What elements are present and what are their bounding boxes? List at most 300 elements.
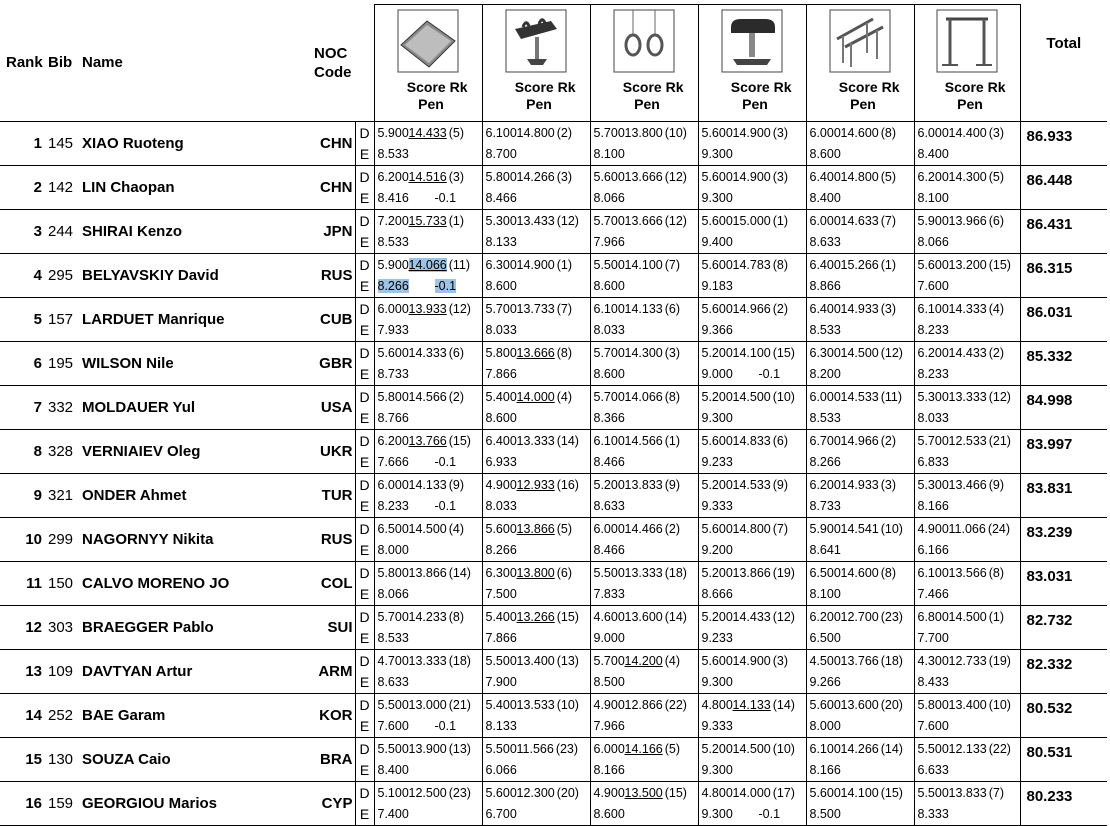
- d-score: 5.600: [377, 345, 409, 360]
- d-score: 5.500: [377, 697, 409, 712]
- apparatus-rank: (2): [556, 125, 573, 140]
- apparatus-d-cell: [698, 518, 806, 540]
- apparatus-rank: (3): [880, 301, 897, 316]
- d-score: 4.700: [377, 653, 409, 668]
- athlete-row-d: [0, 606, 1107, 628]
- apparatus-rank: (9): [772, 477, 789, 492]
- apparatus-e-cell: [806, 804, 914, 826]
- apparatus-rank: (4): [664, 653, 681, 668]
- apparatus-e-cell: [590, 364, 698, 386]
- penalty: -0.1: [758, 367, 781, 382]
- header-noc-code: [314, 5, 374, 122]
- apparatus-e-cell: [698, 232, 806, 254]
- e-score: 8.600: [593, 807, 625, 822]
- apparatus-score: 13.200: [948, 257, 987, 272]
- apparatus-score: 14.433: [948, 345, 987, 360]
- e-label: E: [355, 452, 374, 474]
- rank: 10: [0, 518, 48, 562]
- e-score: 8.533: [809, 323, 841, 338]
- apparatus-rank: (4): [448, 521, 465, 536]
- apparatus-rank: (2): [448, 389, 465, 404]
- apparatus-score: 11.066: [948, 521, 986, 536]
- athlete-name: CALVO MORENO JO: [82, 562, 314, 606]
- d-score: 5.700: [593, 389, 625, 404]
- e-score: 8.433: [917, 675, 949, 690]
- apparatus-rank: (6): [664, 301, 681, 316]
- score-label: Score: [838, 79, 878, 95]
- total-score: 85.332: [1020, 342, 1107, 386]
- e-score: 8.233: [377, 499, 409, 514]
- apparatus-e-cell: [482, 804, 590, 826]
- e-score: 8.233: [917, 323, 949, 338]
- apparatus-d-cell: [806, 694, 914, 716]
- apparatus-e-cell: [482, 496, 590, 518]
- apparatus-d-cell: [374, 254, 482, 276]
- noc-code: RUS: [314, 518, 355, 562]
- apparatus-rank: (8): [880, 125, 897, 140]
- d-label: D: [355, 430, 374, 452]
- apparatus-rank: (12): [448, 301, 471, 316]
- apparatus-d-cell: [914, 430, 1020, 452]
- apparatus-d-cell: [914, 342, 1020, 364]
- apparatus-e-cell: [806, 320, 914, 342]
- apparatus-d-cell: [698, 166, 806, 188]
- apparatus-rank: (14): [772, 697, 795, 712]
- e-score: 7.966: [593, 719, 625, 734]
- apparatus-rank: (14): [880, 741, 903, 756]
- d-score: 5.100: [377, 785, 409, 800]
- e-label: E: [355, 716, 374, 738]
- e-score: 8.533: [809, 411, 841, 426]
- header-noc-line2: Code: [314, 63, 352, 81]
- rk-label: Rk: [773, 79, 792, 95]
- apparatus-e-cell: [374, 672, 482, 694]
- apparatus-d-cell: [482, 738, 590, 760]
- e-score: 8.533: [377, 235, 409, 250]
- apparatus-e-cell: [806, 496, 914, 518]
- apparatus-e-cell: [590, 408, 698, 430]
- e-score: 8.500: [809, 807, 841, 822]
- apparatus-rank: (1): [772, 213, 789, 228]
- total-score: 83.831: [1020, 474, 1107, 518]
- apparatus-d-cell: [482, 694, 590, 716]
- apparatus-e-cell: [482, 584, 590, 606]
- apparatus-d-cell: [590, 606, 698, 628]
- d-score: 4.300: [917, 653, 949, 668]
- d-label: D: [355, 562, 374, 584]
- apparatus-e-cell: [698, 584, 806, 606]
- apparatus-e-cell: [590, 320, 698, 342]
- apparatus-score: 13.800: [624, 125, 663, 140]
- d-score: 5.500: [485, 741, 517, 756]
- apparatus-d-cell: [590, 166, 698, 188]
- pen-label: Pen: [742, 96, 768, 112]
- athlete-row-d: [0, 518, 1107, 540]
- d-score: 5.600: [809, 785, 841, 800]
- apparatus-e-cell: [806, 584, 914, 606]
- header-total: Total: [1020, 5, 1107, 122]
- apparatus-header-rings: [590, 5, 698, 122]
- bib: 145: [48, 122, 82, 166]
- noc-code: KOR: [314, 694, 355, 738]
- d-score: 5.800: [485, 345, 517, 360]
- apparatus-d-cell: [590, 386, 698, 408]
- rings-icon: [613, 9, 675, 73]
- apparatus-score: 14.100: [840, 785, 879, 800]
- e-score: 8.066: [917, 235, 949, 250]
- d-score: 6.200: [809, 609, 841, 624]
- e-label: E: [355, 188, 374, 210]
- apparatus-e-cell: [590, 760, 698, 782]
- apparatus-d-cell: [482, 342, 590, 364]
- apparatus-d-cell: [806, 562, 914, 584]
- apparatus-e-cell: [914, 672, 1020, 694]
- apparatus-rank: (18): [664, 565, 687, 580]
- e-score: 8.033: [593, 323, 625, 338]
- d-label: D: [355, 386, 374, 408]
- header-bib: Bib: [48, 5, 82, 122]
- apparatus-d-cell: [374, 650, 482, 672]
- d-score: 5.300: [917, 477, 949, 492]
- d-score: 6.200: [917, 169, 949, 184]
- apparatus-e-cell: [482, 760, 590, 782]
- apparatus-rank: (3): [772, 653, 789, 668]
- apparatus-e-cell: [482, 628, 590, 650]
- apparatus-e-cell: [482, 144, 590, 166]
- apparatus-e-cell: [590, 496, 698, 518]
- apparatus-score: 13.433: [516, 213, 555, 228]
- e-score: 7.700: [917, 631, 949, 646]
- e-score: 6.833: [917, 455, 949, 470]
- apparatus-e-cell: [914, 804, 1020, 826]
- apparatus-e-cell: [698, 804, 806, 826]
- d-score: 5.300: [917, 389, 949, 404]
- athlete-name: NAGORNYY Nikita: [82, 518, 314, 562]
- rank: 7: [0, 386, 48, 430]
- apparatus-e-cell: [374, 584, 482, 606]
- apparatus-d-cell: [374, 562, 482, 584]
- d-score: 6.000: [377, 477, 409, 492]
- apparatus-rank: (8): [772, 257, 789, 272]
- apparatus-e-cell: [590, 804, 698, 826]
- rk-label: Rk: [665, 79, 684, 95]
- e-score: 8.200: [809, 367, 841, 382]
- apparatus-score: 14.333: [408, 345, 447, 360]
- apparatus-e-cell: [590, 584, 698, 606]
- d-score: 5.200: [593, 477, 625, 492]
- d-score: 6.200: [377, 169, 409, 184]
- apparatus-score: 14.500: [408, 521, 447, 536]
- apparatus-e-cell: [374, 188, 482, 210]
- apparatus-d-cell: [698, 430, 806, 452]
- apparatus-e-cell: [482, 716, 590, 738]
- apparatus-e-cell: [698, 188, 806, 210]
- total-score: 83.997: [1020, 430, 1107, 474]
- athlete-name: LIN Chaopan: [82, 166, 314, 210]
- apparatus-score: 13.333: [408, 653, 447, 668]
- apparatus-score: 14.066: [408, 257, 447, 272]
- d-score: 6.300: [485, 565, 517, 580]
- apparatus-e-cell: [482, 232, 590, 254]
- apparatus-score: 14.900: [516, 257, 555, 272]
- score-label: Score: [730, 79, 770, 95]
- e-score: 7.866: [485, 631, 517, 646]
- athlete-name: BRAEGGER Pablo: [82, 606, 314, 650]
- apparatus-d-cell: [698, 738, 806, 760]
- apparatus-rank: (5): [556, 521, 573, 536]
- e-label: E: [355, 584, 374, 606]
- d-score: 6.000: [809, 125, 841, 140]
- noc-code: SUI: [314, 606, 355, 650]
- apparatus-d-cell: [590, 694, 698, 716]
- e-score: 9.300: [701, 675, 733, 690]
- rank: 4: [0, 254, 48, 298]
- apparatus-score: 14.133: [408, 477, 447, 492]
- apparatus-rank: (1): [556, 257, 573, 272]
- penalty: -0.1: [434, 719, 457, 734]
- noc-code: ARM: [314, 650, 355, 694]
- apparatus-score: 13.733: [516, 301, 555, 316]
- e-score: 8.066: [377, 587, 409, 602]
- e-label: E: [355, 144, 374, 166]
- e-label: E: [355, 276, 374, 298]
- apparatus-score: 14.200: [624, 653, 663, 668]
- e-score: 7.900: [485, 675, 517, 690]
- apparatus-score: 14.566: [408, 389, 447, 404]
- e-label: E: [355, 540, 374, 562]
- e-score: 8.100: [593, 147, 625, 162]
- rank: 16: [0, 782, 48, 826]
- noc-code: CYP: [314, 782, 355, 826]
- e-score: 9.300: [701, 191, 733, 206]
- d-score: 6.300: [485, 257, 517, 272]
- d-score: 6.000: [809, 389, 841, 404]
- e-label: E: [355, 496, 374, 518]
- e-score: 9.200: [701, 543, 733, 558]
- apparatus-score: 14.466: [624, 521, 663, 536]
- e-score: 9.266: [809, 675, 841, 690]
- apparatus-score: 13.866: [732, 565, 771, 580]
- d-score: 5.600: [701, 653, 733, 668]
- d-score: 6.700: [809, 433, 841, 448]
- apparatus-rank: (11): [880, 389, 903, 404]
- apparatus-score: 14.900: [732, 653, 771, 668]
- apparatus-e-cell: [482, 540, 590, 562]
- e-score: 8.533: [377, 631, 409, 646]
- apparatus-score: 14.933: [840, 477, 879, 492]
- apparatus-rank: (15): [880, 785, 903, 800]
- d-label: D: [355, 694, 374, 716]
- e-score: 8.066: [593, 191, 625, 206]
- apparatus-score: 14.533: [732, 477, 771, 492]
- e-score: 7.966: [593, 235, 625, 250]
- apparatus-rank: (24): [987, 521, 1011, 536]
- d-score: 5.700: [917, 433, 949, 448]
- e-score: 8.633: [593, 499, 625, 514]
- apparatus-rank: (15): [448, 433, 471, 448]
- apparatus-score: 13.333: [624, 565, 663, 580]
- apparatus-d-cell: [482, 254, 590, 276]
- apparatus-score: 15.733: [408, 213, 447, 228]
- athlete-row-d: [0, 386, 1107, 408]
- apparatus-d-cell: [482, 650, 590, 672]
- apparatus-e-cell: [806, 628, 914, 650]
- horizontal-bar-icon: [936, 9, 998, 73]
- apparatus-e-cell: [806, 672, 914, 694]
- rk-label: Rk: [987, 79, 1006, 95]
- bib: 159: [48, 782, 82, 826]
- bib: 130: [48, 738, 82, 782]
- total-score: 86.315: [1020, 254, 1107, 298]
- e-score: 8.100: [917, 191, 949, 206]
- apparatus-e-cell: [806, 364, 914, 386]
- rank: 9: [0, 474, 48, 518]
- athlete-name: SHIRAI Kenzo: [82, 210, 314, 254]
- apparatus-e-cell: [698, 364, 806, 386]
- apparatus-rank: (6): [988, 213, 1005, 228]
- e-score: 8.466: [593, 543, 625, 558]
- apparatus-e-cell: [914, 364, 1020, 386]
- d-label: D: [355, 518, 374, 540]
- athlete-name: BAE Garam: [82, 694, 314, 738]
- apparatus-rank: (1): [448, 213, 465, 228]
- apparatus-score: 12.300: [516, 785, 555, 800]
- e-score: 8.166: [593, 763, 625, 778]
- apparatus-d-cell: [914, 298, 1020, 320]
- apparatus-rank: (12): [880, 345, 903, 360]
- bib: 142: [48, 166, 82, 210]
- d-score: 5.600: [701, 169, 733, 184]
- e-score: 8.641: [809, 543, 841, 558]
- apparatus-rank: (2): [988, 345, 1005, 360]
- apparatus-score: 13.600: [624, 609, 663, 624]
- apparatus-score: 13.000: [408, 697, 447, 712]
- apparatus-e-cell: [698, 672, 806, 694]
- noc-code: TUR: [314, 474, 355, 518]
- apparatus-d-cell: [698, 694, 806, 716]
- d-score: 5.200: [701, 477, 733, 492]
- rk-label: Rk: [449, 79, 468, 95]
- apparatus-rank: (4): [988, 301, 1005, 316]
- apparatus-rank: (12): [664, 169, 687, 184]
- apparatus-d-cell: [374, 518, 482, 540]
- e-score: 8.416: [377, 191, 409, 206]
- d-score: 4.600: [593, 609, 625, 624]
- results-table: [0, 4, 1107, 826]
- apparatus-score: 15.000: [732, 213, 771, 228]
- apparatus-rank: (18): [880, 653, 903, 668]
- apparatus-d-cell: [806, 254, 914, 276]
- bib: 332: [48, 386, 82, 430]
- e-score: 7.600: [917, 719, 949, 734]
- total-score: 86.031: [1020, 298, 1107, 342]
- apparatus-d-cell: [482, 386, 590, 408]
- apparatus-d-cell: [806, 738, 914, 760]
- apparatus-d-cell: [482, 122, 590, 144]
- d-score: 5.700: [593, 213, 625, 228]
- d-score: 5.700: [377, 609, 409, 624]
- apparatus-e-cell: [698, 320, 806, 342]
- e-score: 8.600: [593, 367, 625, 382]
- e-score: 9.300: [701, 147, 733, 162]
- e-score: 9.183: [701, 279, 733, 294]
- apparatus-e-cell: [590, 452, 698, 474]
- total-score: 86.933: [1020, 122, 1107, 166]
- e-score: 9.300: [701, 807, 733, 822]
- d-label: D: [355, 254, 374, 276]
- apparatus-rank: (3): [772, 169, 789, 184]
- apparatus-score: 14.100: [732, 345, 771, 360]
- e-score: 8.600: [593, 279, 625, 294]
- pen-label: Pen: [526, 96, 552, 112]
- rank: 14: [0, 694, 48, 738]
- athlete-name: SOUZA Caio: [82, 738, 314, 782]
- apparatus-rank: (11): [448, 257, 471, 272]
- e-score: 6.066: [485, 763, 517, 778]
- athlete-row-d: [0, 738, 1107, 760]
- d-score: 5.500: [377, 741, 409, 756]
- apparatus-rank: (7): [880, 213, 897, 228]
- apparatus-score: 14.900: [732, 169, 771, 184]
- apparatus-e-cell: [374, 452, 482, 474]
- apparatus-rank: (19): [772, 565, 795, 580]
- d-score: 5.600: [485, 521, 517, 536]
- apparatus-d-cell: [914, 210, 1020, 232]
- rank: 11: [0, 562, 48, 606]
- e-score: 7.866: [485, 367, 517, 382]
- e-label: E: [355, 364, 374, 386]
- e-label: E: [355, 408, 374, 430]
- apparatus-rank: (3): [880, 477, 897, 492]
- score-label: Score: [406, 79, 446, 95]
- noc-code: RUS: [314, 254, 355, 298]
- d-score: 5.700: [593, 345, 625, 360]
- apparatus-score: 14.633: [840, 213, 879, 228]
- d-score: 5.800: [377, 389, 409, 404]
- vault-icon: [721, 9, 783, 73]
- e-score: 8.000: [377, 543, 409, 558]
- noc-code: BRA: [314, 738, 355, 782]
- apparatus-score: 14.900: [732, 125, 771, 140]
- apparatus-rank: (3): [448, 169, 465, 184]
- apparatus-score: 12.933: [516, 477, 555, 492]
- e-score: 9.233: [701, 631, 733, 646]
- e-score: 6.500: [809, 631, 841, 646]
- apparatus-e-cell: [806, 540, 914, 562]
- apparatus-rank: (7): [988, 785, 1005, 800]
- d-score: 6.000: [377, 301, 409, 316]
- apparatus-score: 12.866: [624, 697, 663, 712]
- apparatus-rank: (12): [988, 389, 1011, 404]
- apparatus-e-cell: [806, 716, 914, 738]
- apparatus-d-cell: [806, 386, 914, 408]
- apparatus-score: 14.800: [840, 169, 879, 184]
- apparatus-d-cell: [482, 430, 590, 452]
- apparatus-score: 11.566: [516, 741, 554, 756]
- apparatus-d-cell: [698, 254, 806, 276]
- apparatus-rank: (2): [880, 433, 897, 448]
- e-label: E: [355, 672, 374, 694]
- d-score: 6.100: [917, 301, 949, 316]
- rank: 13: [0, 650, 48, 694]
- e-score: 8.766: [377, 411, 409, 426]
- apparatus-score: 13.766: [408, 433, 447, 448]
- apparatus-rank: (9): [448, 477, 465, 492]
- apparatus-d-cell: [482, 518, 590, 540]
- e-score: 7.466: [917, 587, 949, 602]
- apparatus-d-cell: [590, 298, 698, 320]
- header-name: Name: [82, 5, 314, 122]
